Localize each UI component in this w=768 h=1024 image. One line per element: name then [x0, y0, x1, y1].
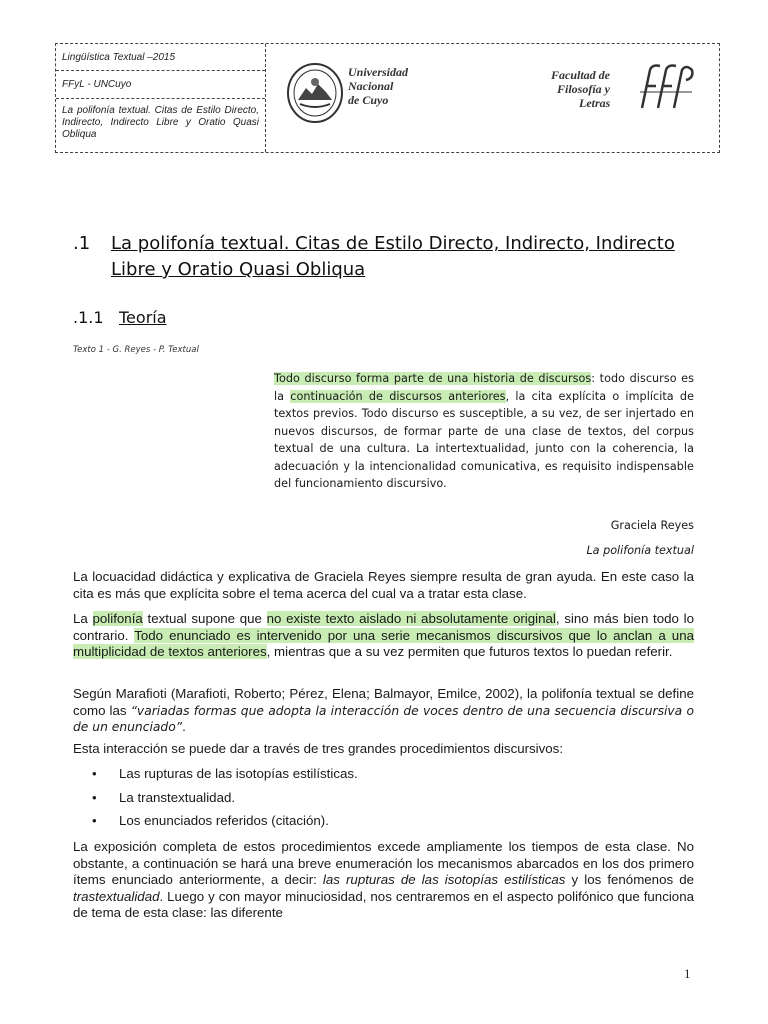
bullet-icon: •: [92, 766, 97, 781]
highlight-todo-enunciado: Todo enunciado es intervenido por una serie mecanismos discursivos que lo anclan a una multiplicidad de textos anteriores: [73, 627, 694, 659]
page-number: 1: [684, 966, 691, 981]
emphasis-trastextualidad: trastextualidad: [73, 888, 160, 904]
subsection-title: Teoría: [119, 308, 167, 327]
quote-highlight-2: continuación de discursos anteriores: [290, 389, 506, 403]
bullet-icon: •: [92, 789, 97, 805]
university-seal-logo: [286, 62, 344, 124]
section-title: La polifonía textual. Citas de Estilo Directo, Indirecto, Indirecto Libre y Oratio Quasi Obliqua: [111, 233, 675, 280]
quote-author: Graciela Reyes: [610, 519, 694, 532]
course-name: Lingüística Textual –2015: [56, 44, 265, 71]
block-quote: [274, 370, 694, 493]
header-info-column: [56, 44, 266, 152]
inline-quote: “variadas formas que adopta la interacción de voces dentro de una secuencia discursiva o de un enunciado”: [73, 703, 694, 734]
paragraph-2: La polifonía textual supone que no existe texto aislado ni absolutamente original, sino más bien todo lo contrario. Todo enunciado es intervenido por una serie mecanismos discursivos que lo anclan a una multiplicidad de textos anteriores, mientras que a su vez permiten que futuros textos lo puedan referir.: [73, 611, 694, 659]
text-caption: Texto 1 - G. Reyes - P. Textual: [73, 345, 199, 355]
institution-name: FFyL - UNCuyo: [56, 71, 265, 99]
university-name-logo-text: Universidad Nacional de Cuyo: [348, 65, 408, 107]
quote-work-title: La polifonía textual: [586, 544, 694, 557]
paragraph-5: La exposición completa de estos procedimientos excede ampliamente los tiempos de esta clase. No obstante, a continuación se hará una breve enumeración los mecanismos abarcados en los dos primero ítems enunciado anteriormente, a decir: las rupturas de las isotopías estilísticas y los fenómenos de trastextualidad. Luego y con mayor minuciosidad, nos centraremos en el aspecto polifónico que funciona de tema de esta clase: las diferente: [73, 839, 694, 920]
faculty-monogram-logo: [636, 62, 696, 112]
emphasis-rupturas: las rupturas de las isotopías estilísticas: [322, 872, 566, 887]
highlight-polifonia: polifonía: [92, 611, 143, 626]
highlight-no-texto-aislado: no existe texto aislado ni absolutamente original: [266, 611, 556, 626]
paragraph-3: Según Marafioti (Marafioti, Roberto; Pérez, Elena; Balmayor, Emilce, 2002), la polifonía textual se define como las “variadas formas que adopta la interacción de voces dentro de una secuencia discursiva o de un enunciado”.: [73, 686, 694, 734]
paragraph-4: Esta interacción se puede dar a través de tres grandes procedimientos discursivos:: [73, 741, 564, 756]
subsection-number: .1.1: [73, 308, 104, 327]
quote-highlight-1: Todo discurso forma parte de una historia de discursos: [274, 372, 592, 385]
paragraph-1: La locuacidad didáctica y explicativa de Graciela Reyes siempre resulta de gran ayuda. En este caso la cita es más que explícita sobre el tema acerca del cual va a tratar esta clase.: [73, 569, 694, 601]
bullet-icon: •: [92, 813, 97, 828]
lesson-topic: La polifonía textual. Citas de Estilo Directo, Indirecto, Indirecto Libre y Oratio Quasi Obliqua: [62, 105, 259, 140]
document-header: [55, 43, 720, 153]
section-number: .1: [73, 233, 91, 254]
quote-text-1: : todo discurso es la: [274, 372, 694, 403]
faculty-name-logo-text: Facultad de Filosofía y Letras: [551, 68, 611, 110]
quote-text-2: , la cita explícita o implícita de textos previos. Todo discurso es susceptible, a su vez, de ser injertado en nuevos discursos, de formar parte de una clase de textos, del corpus textual de una cultura. La intertextualidad, junto con la coherencia, la adecuación y la intencionalidad comunicativa, es requisito indispensable del funcionamiento discursivo.: [274, 389, 695, 490]
